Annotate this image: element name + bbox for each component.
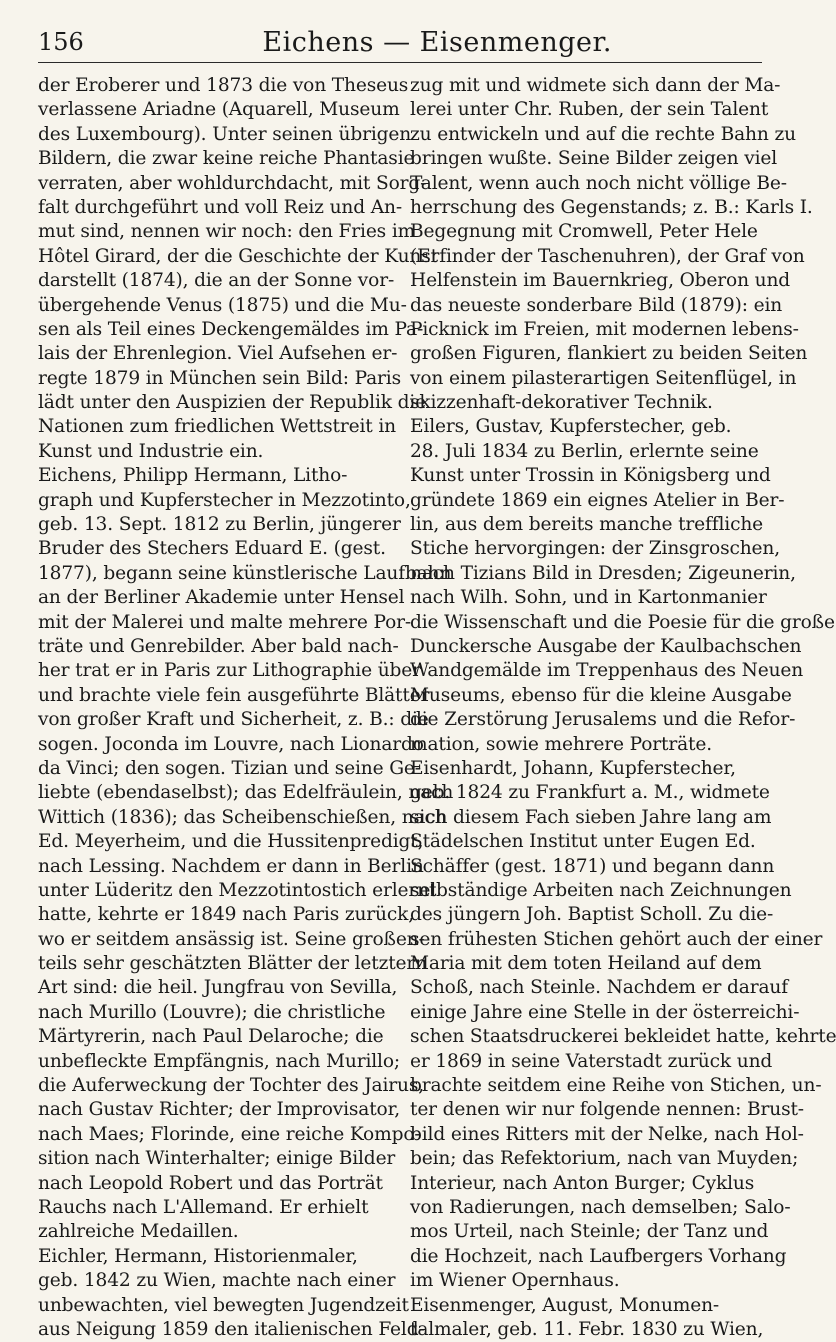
text-line: zug mit und widmete sich dann der Ma- <box>410 75 781 96</box>
text-line: geb. 1842 zu Wien, machte nach einer <box>38 1270 396 1292</box>
text-line: sition nach Winterhalter; einige Bilder <box>38 1148 396 1170</box>
text-line: an der Berliner Akademie unter Hensel <box>38 587 405 609</box>
text-line: nach Lessing. Nachdem er dann in Berlin <box>38 855 424 877</box>
text-line: Eichler, Hermann, Historienmaler, <box>38 1245 358 1267</box>
text-line: lin, aus dem bereits manche treffliche <box>410 514 764 536</box>
text-line: 28. Juli 1834 zu Berlin, erlernte seine <box>410 440 759 462</box>
text-line: selbständige Arbeiten nach Zeichnungen <box>410 879 792 901</box>
text-line: von großer Kraft und Sicherheit, z. B.: die <box>38 709 429 731</box>
text-line: Kunst unter Trossin in Königsberg und <box>410 465 771 487</box>
text-line: falt durchgeführt und voll Reiz und An- <box>38 196 402 218</box>
text-line: unter Lüderitz den Mezzotintostich erlernt <box>38 879 437 901</box>
text-line: Bildern, die zwar keine reiche Phantasie <box>38 148 415 170</box>
text-line: zu entwickeln und auf die rechte Bahn zu <box>410 123 796 145</box>
text-line: von einem pilasterartigen Seitenflügel, in <box>410 367 797 389</box>
right-column <box>402 74 836 1340</box>
text-line: Eisenmenger, August, Monumen- <box>410 1294 720 1316</box>
text-line: nach Wilh. Sohn, und in Kartonmanier <box>410 587 767 609</box>
text-line: verraten, aber wohldurchdacht, mit Sorg- <box>38 172 427 194</box>
text-line: unbefleckte Empfängnis, nach Murillo; <box>38 1050 401 1072</box>
text-line: großen Figuren, flankiert zu beiden Seiten <box>410 343 808 365</box>
text-line: da Vinci; den sogen. Tizian und seine Ge- <box>38 757 421 779</box>
text-line: 1877), begann seine künstlerische Laufbahn <box>38 562 452 584</box>
text-line: Maria mit dem toten Heiland auf dem <box>410 953 762 975</box>
text-columns <box>38 74 836 1340</box>
text-line: geb. 13. Sept. 1812 zu Berlin, jüngerer <box>38 514 401 536</box>
text-line: Eilers, Gustav, Kupferstecher, geb. <box>410 416 732 438</box>
text-line: er 1869 in seine Vaterstadt zurück und <box>410 1050 773 1072</box>
text-line: Nationen zum friedlichen Wettstreit in <box>38 416 396 438</box>
text-line: schen Staatsdruckerei bekleidet hatte, kehrte <box>410 1026 836 1048</box>
text-line: Museums, ebenso für die kleine Ausgabe <box>410 684 792 706</box>
text-line: bein; das Refektorium, nach van Muyden; <box>410 1148 799 1170</box>
text-line: die Hochzeit, nach Laufbergers Vorhang <box>410 1245 787 1267</box>
text-line: Wandgemälde im Treppenhaus des Neuen <box>410 660 804 682</box>
text-line: das neueste sonderbare Bild (1879): ein <box>410 294 783 316</box>
text-line: Eichens, Philipp Hermann, Litho- <box>38 465 348 487</box>
text-line: sen frühesten Stichen gehört auch der einer <box>410 928 823 950</box>
text-line: mation, sowie mehrere Porträte. <box>410 733 712 755</box>
text-line: mit der Malerei und malte mehrere Por- <box>38 611 412 633</box>
text-line: herrschung des Gegenstands; z. B.: Karls I. <box>410 196 813 218</box>
text-line: die Wissenschaft und die Poesie für die große <box>410 611 835 633</box>
text-line: unbewachten, viel bewegten Jugendzeit <box>38 1294 409 1316</box>
text-line: Kunst und Industrie ein. <box>38 440 264 462</box>
text-line: Hôtel Girard, der die Geschichte der Kunst <box>38 245 438 267</box>
text-line: bild eines Ritters mit der Nelke, nach Hol- <box>410 1123 804 1145</box>
text-line: hatte, kehrte er 1849 nach Paris zurück, <box>38 904 415 926</box>
text-line: verlassene Ariadne (Aquarell, Museum <box>38 99 400 121</box>
text-line: Art sind: die heil. Jungfrau von Sevilla, <box>38 977 398 999</box>
text-line: Wittich (1836); das Scheibenschießen, nach <box>38 806 447 828</box>
text-line: skizzenhaft-dekorativer Technik. <box>410 392 713 414</box>
text-line: sen als Teil eines Deckengemäldes im Pa- <box>38 318 424 340</box>
text-line: im Wiener Opernhaus. <box>410 1270 620 1292</box>
text-line: und brachte viele fein ausgeführte Blätter <box>38 684 430 706</box>
text-line: Schäffer (gest. 1871) und begann dann <box>410 855 775 877</box>
page-number: 156 <box>38 28 84 56</box>
text-line: teils sehr geschätzten Blätter der letztern <box>38 953 427 975</box>
text-line: Schoß, nach Steinle. Nachdem er darauf <box>410 977 788 999</box>
text-line: Talent, wenn auch noch nicht völlige Be- <box>410 172 787 194</box>
text-line: zahlreiche Medaillen. <box>38 1221 239 1243</box>
text-line: darstellt (1874), die an der Sonne vor- <box>38 270 395 292</box>
text-line: bringen wußte. Seine Bilder zeigen viel <box>410 148 778 170</box>
text-line: nach Maes; Florinde, eine reiche Kompo- <box>38 1123 421 1145</box>
text-line: träte und Genrebilder. Aber bald nach- <box>38 635 399 657</box>
text-line: mos Urteil, nach Steinle; der Tanz und <box>410 1221 769 1243</box>
text-line: Interieur, nach Anton Burger; Cyklus <box>410 1172 755 1194</box>
text-line: Märtyrerin, nach Paul Delaroche; die <box>38 1026 384 1048</box>
text-line: gründete 1869 ein eignes Atelier in Ber- <box>410 489 785 511</box>
text-line: Bruder des Stechers Eduard E. (gest. <box>38 538 386 560</box>
text-line: die Auferweckung der Tochter des Jairus, <box>38 1075 424 1097</box>
text-line: Begegnung mit Cromwell, Peter Hele <box>410 221 758 243</box>
text-line: nach Gustav Richter; der Improvisator, <box>38 1099 401 1121</box>
text-line: graph und Kupferstecher in Mezzotinto, <box>38 489 411 511</box>
text-line: liebte (ebendaselbst); das Edelfräulein, nach <box>38 782 454 804</box>
text-line: lais der Ehrenlegion. Viel Aufsehen er- <box>38 343 398 365</box>
text-line: aus Neigung 1859 den italienischen Feld- <box>38 1318 425 1340</box>
text-line: sich diesem Fach sieben Jahre lang am <box>410 806 772 828</box>
text-line: der Eroberer und 1873 die von Theseus <box>38 75 409 96</box>
text-line: her trat er in Paris zur Lithographie über <box>38 660 421 682</box>
text-line: ter denen wir nur folgende nennen: Brust- <box>410 1099 804 1121</box>
text-line: sogen. Joconda im Louvre, nach Lionardo <box>38 733 424 755</box>
text-line: talmaler, geb. 11. Febr. 1830 zu Wien, <box>410 1318 764 1340</box>
text-line: Stiche hervorgingen: der Zinsgroschen, <box>410 538 780 560</box>
left-column <box>38 74 454 1340</box>
text-line: Ed. Meyerheim, und die Hussitenpredigt, <box>38 831 424 853</box>
page-header <box>38 22 762 63</box>
text-line: nach Murillo (Louvre); die christliche <box>38 1001 386 1023</box>
text-line: von Radierungen, nach demselben; Salo- <box>410 1196 791 1218</box>
text-line: nach Tizians Bild in Dresden; Zigeunerin, <box>410 562 796 584</box>
text-line: einige Jahre eine Stelle in der österreichi- <box>410 1001 800 1023</box>
text-line: nach Leopold Robert und das Porträt <box>38 1172 383 1194</box>
text-line: die Zerstörung Jerusalems und die Refor- <box>410 709 796 731</box>
text-line: lerei unter Chr. Ruben, der sein Talent <box>410 99 769 121</box>
text-line: Helfenstein im Bauernkrieg, Oberon und <box>410 270 791 292</box>
text-line: Rauchs nach L'Allemand. Er erhielt <box>38 1196 369 1218</box>
running-head: Eichens — Eisenmenger. <box>262 26 612 58</box>
text-line: Picknick im Freien, mit modernen lebens- <box>410 318 799 340</box>
text-line: (Erfinder der Taschenuhren), der Graf von <box>410 245 805 267</box>
text-line: mut sind, nennen wir noch: den Fries im <box>38 221 416 243</box>
text-line: regte 1879 in München sein Bild: Paris <box>38 367 401 389</box>
text-line: des jüngern Joh. Baptist Scholl. Zu die- <box>410 904 774 926</box>
text-line: lädt unter den Auspizien der Republik die <box>38 392 427 414</box>
text-line: übergehende Venus (1875) und die Mu- <box>38 294 407 316</box>
text-line: des Luxembourg). Unter seinen übrigen <box>38 123 412 145</box>
text-line: Städelschen Institut unter Eugen Ed. <box>410 831 756 853</box>
text-line: geb. 1824 zu Frankfurt a. M., widmete <box>410 782 770 804</box>
text-line: wo er seitdem ansässig ist. Seine großen- <box>38 928 425 950</box>
text-line: Dunckersche Ausgabe der Kaulbachschen <box>410 635 802 657</box>
text-line: brachte seitdem eine Reihe von Stichen, un- <box>410 1075 822 1097</box>
text-line: Eisenhardt, Johann, Kupferstecher, <box>410 757 736 779</box>
